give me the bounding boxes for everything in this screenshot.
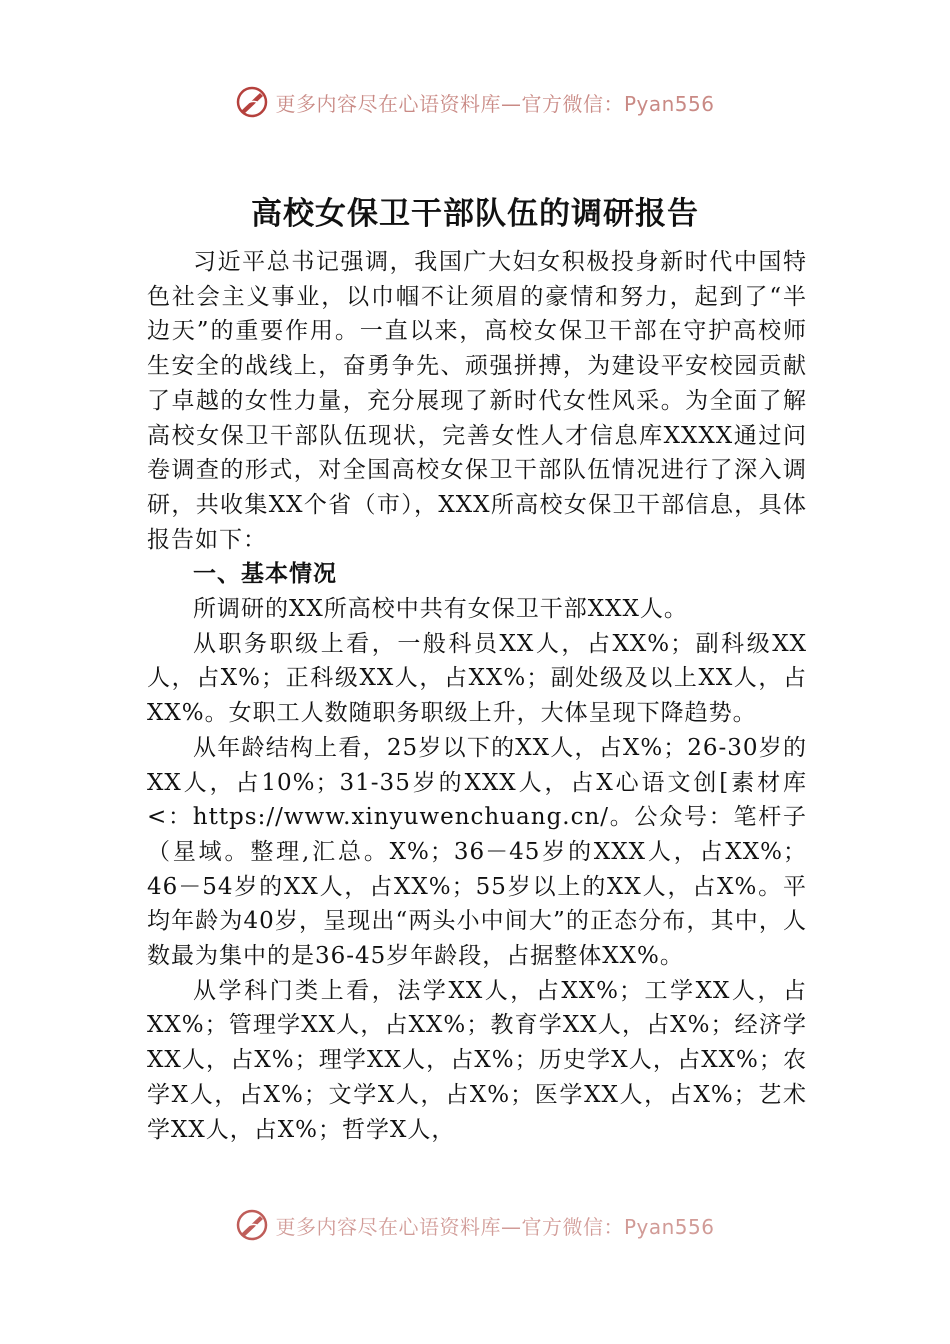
intro-paragraph: 习近平总书记强调，我国广大妇女积极投身新时代中国特色社会主义事业，以巾帼不让须眉的豪情和努力，起到了“半边天”的重要作用。一直以来，高校女保卫干部在守护高校师生安全的战线上，奋勇争先、顽强拼搏，为建设平安校园贡献了卓越的女性力量，充分展现了新时代女性风采。为全面了解高校女保卫干部队伍现状，完善女性人才信息库XXXX通过问卷调查的形式，对全国高校女保卫干部队伍情况进行了深入调研，共收集XX个省（市），XXX所高校女保卫干部信息，具体报告如下： <box>147 249 807 553</box>
footer-banner-text: 更多内容尽在心语资料库—官方微信：Pyan556 <box>275 1214 715 1239</box>
pen-logo-icon <box>235 1208 269 1242</box>
discipline-paragraph: 从学科门类上看，法学XX人，占XX%；工学XX人，占XX%；管理学XX人，占XX%；教育学XX人，占X%；经济学XX人，占X%；理学XX人，占X%；历史学X人，占XX%；农学X人，占X%；文学X人，占X%；医学XX人，占X%；艺术学XX人，占X%；哲学X人， <box>147 977 807 1143</box>
age-paragraph: 从年龄结构上看，25岁以下的XX人，占X%；26-30岁的XX人，占10%；31-35岁的XXX人，占X心语文创[素材库<：https://www.xinyuwenchuang.cn/。公众号：笔杆子（星域。整理,汇总。X%；36－45岁的XXX人，占XX%；46－54岁的XX人，占XX%；55岁以上的XX人，占X%。平均年龄为40岁，呈现出“两头小中间大”的正态分布，其中，人数最为集中的是36-45岁年龄段，占据整体XX%。 <box>147 734 807 970</box>
total-paragraph: 所调研的XX所高校中共有女保卫干部XXX人。 <box>193 596 688 623</box>
pen-logo-icon <box>235 85 269 119</box>
header-banner-text: 更多内容尽在心语资料库—官方微信：Pyan556 <box>275 91 715 116</box>
document-body <box>147 245 807 1215</box>
footer-watermark-banner <box>0 1205 950 1245</box>
header-watermark-banner <box>0 82 950 122</box>
rank-paragraph: 从职务职级上看，一般科员XX人，占XX%；副科级XX人，占X%；正科级XX人，占XX%；副处级及以上XX人，占XX%。女职工人数随职务职级上升，大体呈现下降趋势。 <box>147 630 807 727</box>
document-title: 高校女保卫干部队伍的调研报告 <box>251 196 699 232</box>
section-heading-basic-situation: 一、基本情况 <box>193 561 337 588</box>
